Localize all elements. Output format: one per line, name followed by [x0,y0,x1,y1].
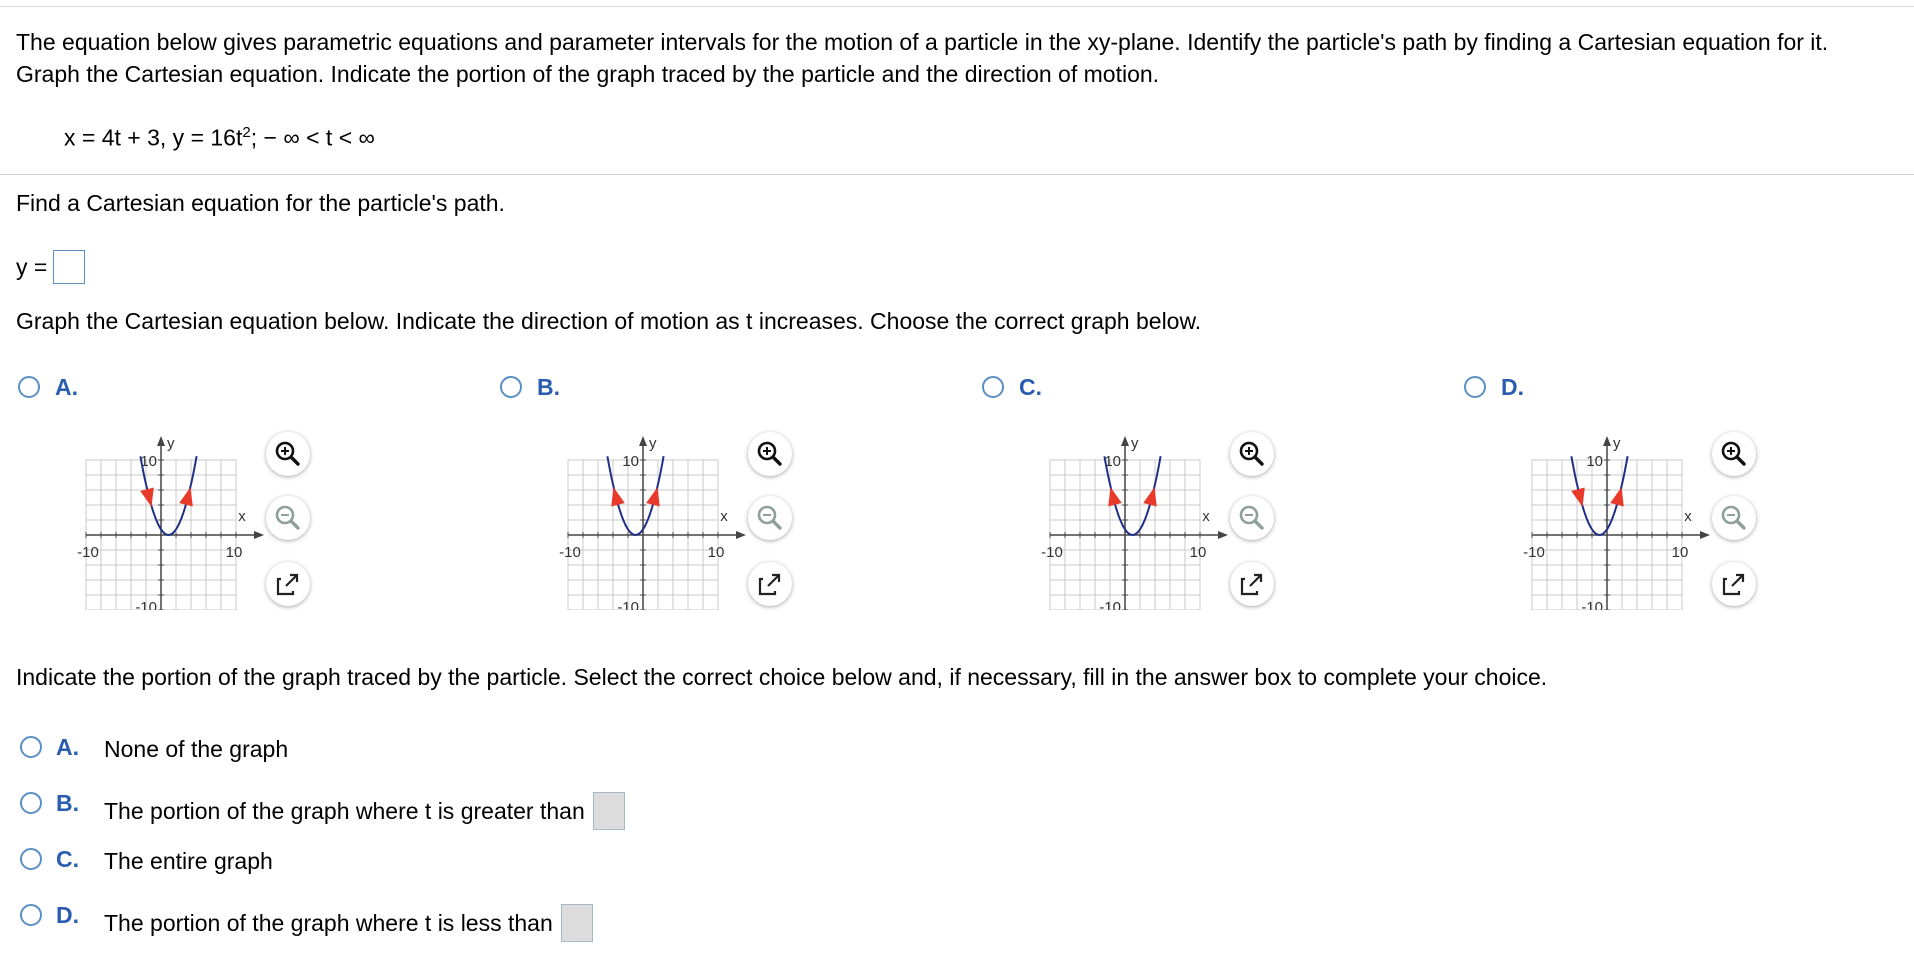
x-axis-arrow [1700,531,1710,539]
zoom-out-icon [1230,496,1274,540]
x-max-label: 10 [1671,544,1689,561]
y-axis-arrow [157,436,165,446]
y-min-label: -10 [617,599,639,610]
popout-button[interactable] [1230,562,1274,606]
y-axis-label: y [167,435,175,452]
equation-main: x = 4t + 3, y = 16t [64,124,243,151]
zoom-out-button[interactable] [1712,496,1756,540]
graph-svg [54,424,274,610]
portion-option-letter: B. [56,790,79,816]
portion-option-text-wrap [104,792,625,830]
graph-choice-letter: B. [537,374,560,400]
y-max-label: 10 [1104,453,1121,470]
x-min-label: -10 [559,544,581,561]
question-intro: The equation below gives parametric equations and parameter intervals for the motion of a particle in the xy-plane. Identify the particle's path by finding a Cartesian equation for it. Graph the Cartesian equation. Indicate the portion of the graph traced by the particle and the direction of motion. [16,29,1829,87]
top-divider [0,6,1914,7]
portion-answer-input[interactable] [561,904,593,942]
portion-option-text: The portion of the graph where t is greater than [104,797,585,824]
zoom-in-button[interactable] [1712,432,1756,476]
zoom-in-button[interactable] [1230,432,1274,476]
portion-option-text: None of the graph [104,736,289,762]
popout-button[interactable] [266,562,310,606]
graph-thumbnail[interactable] [1018,424,1238,610]
x-max-label: 10 [225,544,243,561]
x-axis-arrow [736,531,746,539]
parametric-equation [64,124,375,152]
graph-thumbnail[interactable] [54,424,274,610]
portion-option-text-wrap [104,848,273,875]
graph-choice-radio[interactable] [18,376,40,398]
zoom-out-button[interactable] [1230,496,1274,540]
graph-prompt: Graph the Cartesian equation below. Indicate the direction of motion as t increases. Choose the correct graph below. [16,308,1202,334]
portion-option-letter: A. [56,734,79,760]
x-axis-label: x [238,508,246,525]
cartesian-answer-row [16,250,85,284]
graph-choice-radio[interactable] [982,376,1004,398]
portion-option-d [20,896,920,936]
zoom-in-icon [748,432,792,476]
y-axis-arrow [1121,436,1129,446]
popout-icon [1230,562,1274,606]
graph-thumbnail[interactable] [1500,424,1720,610]
graph-choice-b [500,372,920,612]
portion-option-text: The entire graph [104,848,273,874]
y-min-label: -10 [1581,599,1603,610]
portion-option-radio[interactable] [20,792,42,814]
zoom-in-button[interactable] [266,432,310,476]
graph-svg [1018,424,1238,610]
y-equals-label: y = [16,253,48,280]
x-min-label: -10 [77,544,99,561]
popout-icon [266,562,310,606]
portion-option-radio[interactable] [20,848,42,870]
zoom-in-icon [266,432,310,476]
portion-option-b [20,784,920,824]
zoom-in-icon [1712,432,1756,476]
y-axis-arrow [639,436,647,446]
y-max-label: 10 [140,453,157,470]
x-axis-label: x [1202,508,1210,525]
x-max-label: 10 [707,544,725,561]
popout-button[interactable] [748,562,792,606]
portion-option-letter: D. [56,902,79,928]
zoom-in-button[interactable] [748,432,792,476]
x-axis-label: x [1684,508,1692,525]
graph-thumbnail[interactable] [536,424,756,610]
y-axis-label: y [649,435,657,452]
graph-choice-a [18,372,438,612]
portion-option-c [20,840,920,880]
y-min-label: -10 [135,599,157,610]
graph-choice-radio[interactable] [1464,376,1486,398]
x-min-label: -10 [1523,544,1545,561]
y-min-label: -10 [1099,599,1121,610]
x-axis-arrow [254,531,264,539]
zoom-out-icon [1712,496,1756,540]
popout-icon [748,562,792,606]
cartesian-answer-input[interactable] [53,250,85,284]
graph-choice-letter: A. [55,374,78,400]
section-divider [0,174,1914,175]
portion-option-text: The portion of the graph where t is less than [104,909,553,936]
x-min-label: -10 [1041,544,1063,561]
zoom-out-icon [266,496,310,540]
portion-option-text-wrap [104,736,288,763]
y-axis-arrow [1603,436,1611,446]
equation-exponent: 2 [242,124,251,141]
portion-option-radio[interactable] [20,904,42,926]
portion-option-radio[interactable] [20,736,42,758]
graph-choice-radio[interactable] [500,376,522,398]
graph-choice-c [982,372,1402,612]
graph-choice-d [1464,372,1884,612]
y-max-label: 10 [1586,453,1603,470]
portion-option-a [20,728,920,768]
y-axis-label: y [1613,435,1621,452]
graph-choice-letter: D. [1501,374,1524,400]
y-max-label: 10 [622,453,639,470]
popout-button[interactable] [1712,562,1756,606]
portion-prompt: Indicate the portion of the graph traced by the particle. Select the correct choice below and, if necessary, fill in the answer box to complete your choice. [16,664,1548,690]
zoom-in-icon [1230,432,1274,476]
portion-option-letter: C. [56,846,79,872]
graph-choice-letter: C. [1019,374,1042,400]
zoom-out-button[interactable] [266,496,310,540]
portion-option-text-wrap [104,904,593,942]
y-axis-label: y [1131,435,1139,452]
x-max-label: 10 [1189,544,1207,561]
x-axis-arrow [1218,531,1228,539]
popout-icon [1712,562,1756,606]
x-axis-label: x [720,508,728,525]
equation-interval: ; − ∞ < t < ∞ [250,124,375,151]
graph-svg [536,424,756,610]
portion-answer-input[interactable] [593,792,625,830]
zoom-out-button[interactable] [748,496,792,540]
zoom-out-icon [748,496,792,540]
graph-svg [1500,424,1720,610]
find-equation-prompt: Find a Cartesian equation for the particle's path. [16,190,505,216]
